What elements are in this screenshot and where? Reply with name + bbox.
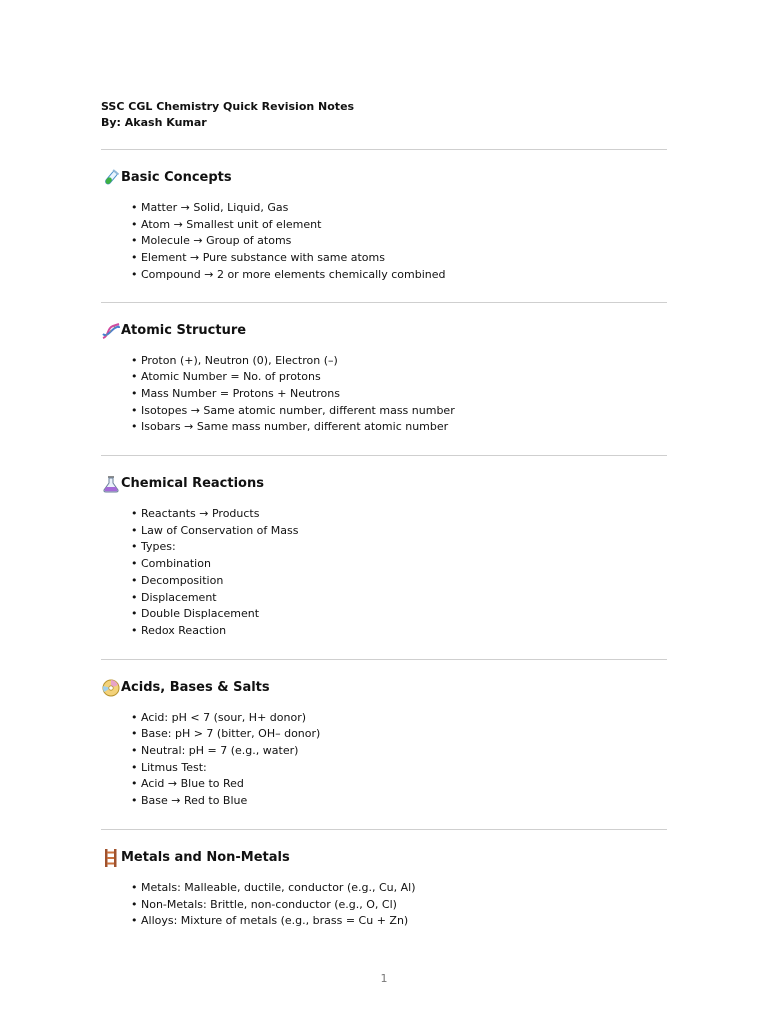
test-tube-icon [101, 169, 121, 187]
document-page [101, 99, 667, 930]
disc-icon [101, 679, 121, 697]
list-item: • Molecule → Group of atoms [131, 234, 292, 248]
section-atomic-structure [101, 322, 667, 437]
section-heading-text: Basic Concepts [121, 170, 232, 185]
list-item: • Alloys: Mixture of metals (e.g., brass = Cu + Zn) [131, 914, 409, 928]
list-item: • Base: pH > 7 (bitter, OH– donor) [131, 727, 321, 741]
section-heading-text: Acids, Bases & Salts [121, 679, 270, 695]
section-heading-text: Atomic Structure [121, 322, 247, 338]
section-heading-text: Metals and Non-Metals [121, 849, 290, 865]
section-basic-concepts [101, 169, 667, 284]
section-heading [101, 849, 667, 867]
list-item: • Proton (+), Neutron (0), Electron (–) [131, 353, 338, 367]
bullet-list [101, 710, 667, 810]
list-item: • Matter → Solid, Liquid, Gas [131, 201, 289, 214]
bullet-list [101, 200, 667, 284]
list-item: • Combination [131, 557, 211, 571]
section-heading-text: Chemical Reactions [121, 476, 264, 492]
list-item: • Decomposition [131, 573, 224, 587]
list-item: • Element → Pure substance with same atoms [131, 251, 385, 265]
section-acids-bases-salts [101, 679, 667, 810]
bullet-list [101, 880, 667, 930]
flask-icon [101, 475, 121, 493]
list-item: • Non-Metals: Brittle, non-conductor (e.g., O, Cl) [131, 897, 397, 911]
list-item: • Law of Conservation of Mass [131, 523, 299, 537]
section-metals-non-metals [101, 849, 667, 930]
page-number: 1 [380, 972, 388, 985]
section-divider [101, 302, 667, 303]
section-divider [101, 829, 667, 830]
list-item: • Displacement [131, 590, 217, 604]
ladder-icon [101, 849, 121, 867]
list-item: • Atomic Number = No. of protons [131, 370, 321, 384]
list-item: • Atom → Smallest unit of element [131, 217, 322, 231]
list-item: • Redox Reaction [131, 623, 227, 637]
list-item: • Mass Number = Protons + Neutrons [131, 386, 340, 400]
list-item: • Neutral: pH = 7 (e.g., water) [131, 744, 299, 758]
list-item: • Double Displacement [131, 607, 260, 621]
section-divider [101, 659, 667, 660]
section-heading [101, 475, 667, 493]
dna-icon [101, 322, 121, 340]
section-heading [101, 679, 667, 697]
bullet-list [101, 506, 667, 640]
list-item: • Metals: Malleable, ductile, conductor (e.g., Cu, Al) [131, 880, 416, 894]
list-item: • Isotopes → Same atomic number, different mass number [131, 403, 455, 417]
list-item: • Types: [131, 540, 176, 554]
section-heading [101, 169, 667, 187]
section-divider [101, 455, 667, 456]
list-item: • Acid: pH < 7 (sour, H+ donor) [131, 710, 307, 724]
section-heading [101, 322, 667, 340]
section-chemical-reactions [101, 475, 667, 640]
section-divider [101, 149, 667, 150]
document-title: SSC CGL Chemistry Quick Revision Notes [101, 100, 355, 113]
list-item: • Acid → Blue to Red [131, 777, 244, 791]
list-item: • Base → Red to Blue [131, 794, 248, 808]
list-item: • Isobars → Same mass number, different atomic number [131, 420, 449, 434]
list-item: • Litmus Test: [131, 760, 207, 774]
document-author: By: Akash Kumar [101, 116, 207, 129]
list-item: • Compound → 2 or more elements chemically combined [131, 267, 446, 281]
list-item: • Reactants → Products [131, 507, 260, 521]
bullet-list [101, 353, 667, 437]
